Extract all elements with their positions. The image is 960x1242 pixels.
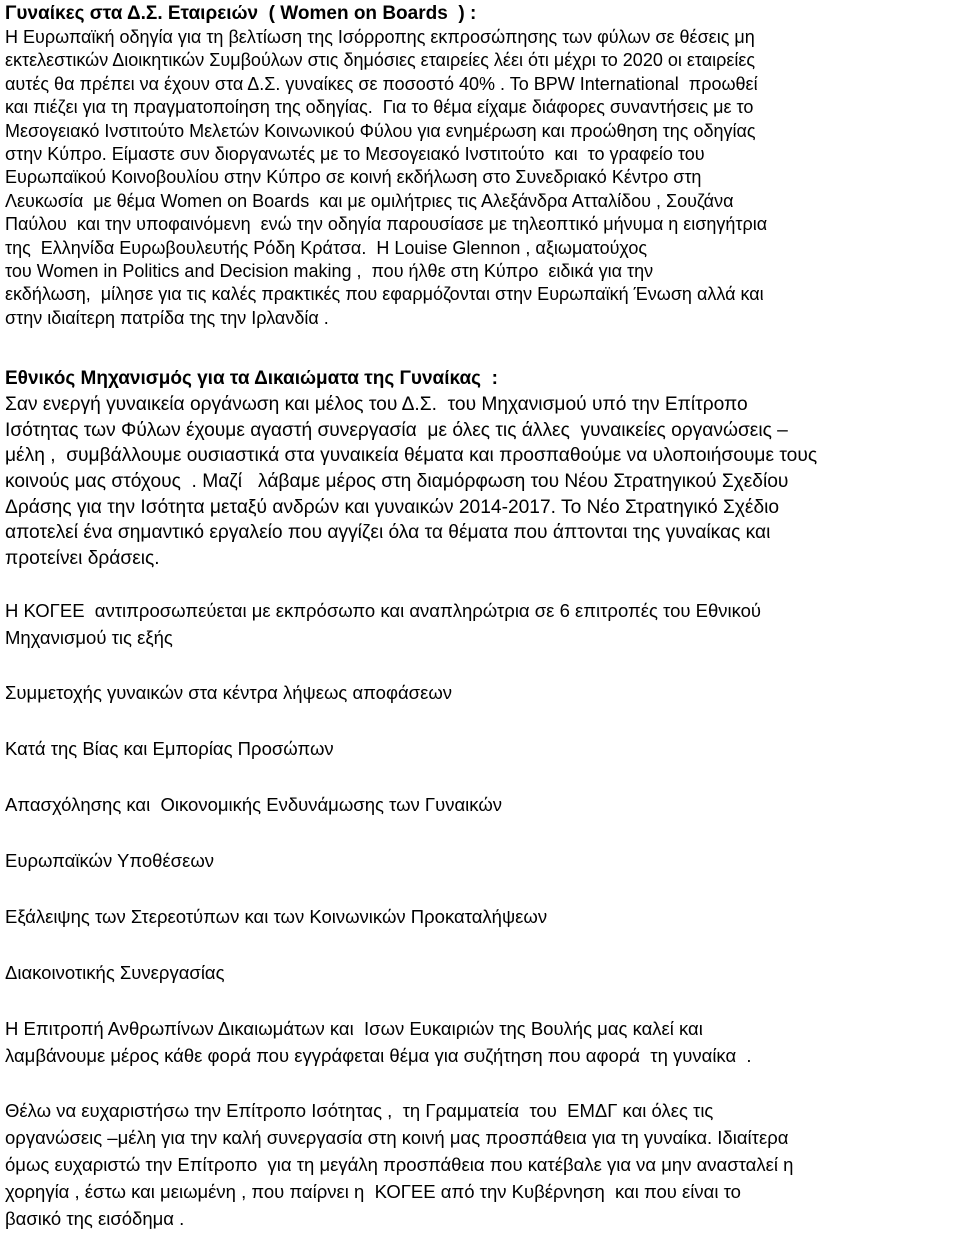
text-line: κοινούς μας στόχους . Μαζί λάβαμε μέρος στη διαμόρφωση του Νέου Στρατηγικού Σχεδίου (5, 471, 789, 493)
text-line: Η ΚΟΓΕΕ αντιπροσωπεύεται με εκπρόσωπο και αναπληρώτρια σε 6 επιτροπές του Εθνικού (5, 600, 762, 622)
text-line: Παύλου και την υποφαινόμενη ενώ την οδηγία παρουσίασε με τηλεοπτικό μήνυμα η εισηγήτρια (5, 214, 768, 235)
committee-item: Εξάλειψης των Στερεοτύπων και των Κοινωνικών Προκαταλήψεων (5, 906, 548, 928)
text-line: και πιέζει για τη πραγματοποίηση της οδηγίας. Για το θέμα είχαμε διάφορες συναντήσεις με το (5, 97, 754, 118)
text-line: Ευρωπαϊκού Κοινοβουλίου στην Κύπρο σε κοινή εκδήλωση στο Συνεδριακό Κέντρο στη (5, 167, 702, 188)
committee-item: Απασχόλησης και Οικονομικής Ενδυνάμωσης των Γυναικών (5, 794, 503, 816)
text-line: της Ελληνίδα Ευρωβουλευτής Ρόδη Κράτσα. Η Louise Glennon , αξιωματούχος (5, 237, 648, 258)
list-spacer (5, 819, 954, 847)
text-line: λαμβάνουμε μέρος κάθε φορά που εγγράφεται θέμα για συζήτηση που αφορά τη γυναίκα . (5, 1045, 752, 1067)
text-line: μέλη , συμβάλλουμε ουσιαστικά στα γυναικεία θέματα και προσπαθούμε να υλοποιήσουμε τους (5, 445, 818, 467)
text-line: εκδήλωση, μίλησε για τις καλές πρακτικές που εφαρμόζονται στην Ευρωπαϊκή Ένωση αλλά και (5, 284, 764, 305)
text-line: βασικό της εισόδημα . (5, 1208, 185, 1230)
text-line: Μηχανισμού τις εξής (5, 627, 173, 649)
text-line: προτείνει δράσεις. (5, 547, 160, 569)
text-line: Ισότητας των Φύλων έχουμε αγαστή συνεργασία με όλες τις άλλες γυναικείες οργανώσεις – (5, 419, 788, 441)
women-on-boards-paragraph (5, 26, 954, 330)
text-line: Η Ευρωπαϊκή οδηγία για τη βελτίωση της Ισόρροπης εκπροσώπησης των φύλων σε θέσεις μη (5, 27, 755, 47)
text-line: Λευκωσία με θέμα Women on Boards και με ομιλήτριες τις Αλεξάνδρα Ατταλίδου , Σουζάνα (5, 190, 734, 211)
committees-intro-paragraph (5, 597, 954, 651)
list-spacer (5, 763, 954, 791)
section-spacer (5, 571, 954, 597)
text-line: αυτές θα πρέπει να έχουν στα Δ.Σ. γυναίκες σε ποσοστό 40% . Το BPW International προωθεί (5, 73, 758, 94)
text-line: του Women in Politics and Decision making , που ήλθε στη Κύπρο ειδικά για την (5, 261, 654, 282)
text-line: Θέλω να ευχαριστήσω την Επίτροπο Ισότητας , τη Γραμματεία του ΕΜΔΓ και όλες τις (5, 1100, 714, 1122)
committee-item: Διακοινοτικής Συνεργασίας (5, 962, 225, 984)
list-spacer (5, 931, 954, 959)
committee-item: Συμμετοχής γυναικών στα κέντρα λήψεως αποφάσεων (5, 682, 453, 704)
text-line: Σαν ενεργή γυναικεία οργάνωση και μέλος του Δ.Σ. του Μηχανισμού υπό την Επίτροπο (5, 394, 748, 416)
text-line: Δράσης για την Ισότητα μεταξύ ανδρών και γυναικών 2014-2017. Το Νέο Στρατηγικό Σχέδιο (5, 496, 780, 518)
national-mechanism-paragraph (5, 392, 954, 571)
list-spacer (5, 875, 954, 903)
parliament-committee-paragraph (5, 1015, 954, 1069)
national-mechanism-heading: Εθνικός Μηχανισμός για τα Δικαιώματα της Γυναίκας : (5, 368, 498, 390)
list-spacer (5, 707, 954, 735)
text-line: εκτελεστικών Διοικητικών Συμβούλων στις δημόσιες εταιρείες λέει ότι μέχρι το 2020 οι εταιρείες (5, 50, 756, 71)
section-spacer (5, 987, 954, 1015)
section-spacer (5, 1069, 954, 1097)
text-line: Η Επιτροπή Ανθρωπίνων Δικαιωμάτων και Ισων Ευκαιριών της Βουλής μας καλεί και (5, 1018, 703, 1040)
section-spacer (5, 651, 954, 679)
text-line: όμως ευχαριστώ την Επίτροπο για τη μεγάλη προσπάθεια που κατέβαλε για να μην ανασταλεί η (5, 1154, 794, 1176)
committee-item: Κατά της Βίας και Εμπορίας Προσώπων (5, 738, 334, 760)
section-spacer (5, 330, 954, 366)
committee-item: Ευρωπαϊκών Υποθέσεων (5, 850, 215, 872)
text-line: αποτελεί ένα σημαντικό εργαλείο που αγγίζει όλα τα θέματα που άπτονται της γυναίκας και (5, 522, 771, 544)
text-line: Μεσογειακό Ινστιτούτο Μελετών Κοινωνικού Φύλου για ενημέρωση και προώθηση της οδηγίας (5, 120, 756, 141)
thanks-paragraph (5, 1097, 954, 1232)
text-line: στην ιδιαίτερη πατρίδα της την Ιρλανδία . (5, 307, 329, 328)
committees-list (5, 679, 954, 987)
text-line: οργανώσεις –μέλη για την καλή συνεργασία στη κοινή μας προσπάθεια για τη γυναίκα. Ιδιαίτερα (5, 1127, 789, 1149)
women-on-boards-heading: Γυναίκες στα Δ.Σ. Εταιρειών ( Women on Boards ) : (5, 3, 477, 24)
text-line: χορηγία , έστω και μειωμένη , που παίρνει η ΚΟΓΕΕ από την Κυβέρνηση και που είναι το (5, 1181, 741, 1203)
text-line: στην Κύπρο. Είμαστε συν διοργανωτές με το Μεσογειακό Ινστιτούτο και το γραφείο του (5, 144, 705, 165)
